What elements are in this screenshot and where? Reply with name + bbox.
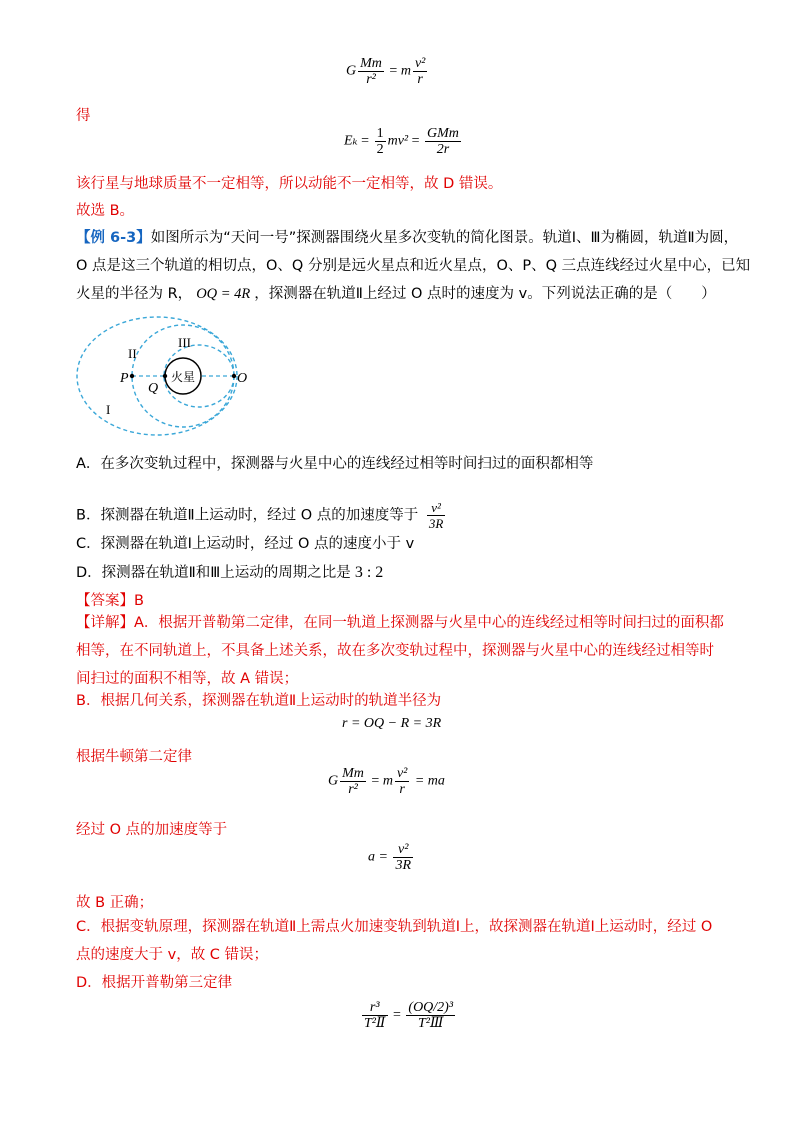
detail-c-paragraph: C．根据变轨原理，探测器在轨道Ⅱ上需点火加速变轨到轨道Ⅰ上，故探测器在轨道Ⅰ上运动时，经过 O 点的速度大于 v，故 C 错误； — [76, 919, 713, 963]
label-I: I — [106, 402, 111, 417]
eq-den: T²Ⅱ — [364, 1016, 386, 1031]
equation-gravity-top — [346, 56, 429, 87]
option-d — [76, 561, 383, 582]
eq-fraction — [375, 126, 386, 157]
label-P: P — [120, 371, 129, 386]
eq-fraction — [362, 1000, 388, 1031]
text-de: 得 — [76, 108, 91, 124]
eq-fraction — [340, 766, 366, 797]
eq-num: v² — [414, 56, 426, 71]
detail-d-text: D．根据开普勒第三定律 — [76, 975, 233, 991]
label-III: III — [178, 335, 191, 350]
eq-den: 3R — [395, 858, 412, 873]
eq-num: (OQ/2)³ — [408, 1000, 454, 1015]
example-text-1: 如图所示为“天问一号”探测器围绕火星多次变轨的简化图景。轨道Ⅰ、Ⅲ为椭圆，轨道Ⅱ为圆， — [150, 230, 739, 246]
detail-a-text: A．根据开普勒第二定律，在同一轨道上探测器与火星中心的连线经过相等时间扫过的面积都相等，在不同轨道上，不具备上述关系，故在多次变轨过程中，探测器与火星中心的连线经过相等时间扫过的面积不相等，故 A 错误； — [76, 615, 724, 687]
option-b-fraction — [427, 500, 445, 531]
eq-symbol: mv² — [387, 133, 409, 149]
text-d-wrong: 该行星与地球质量不一定相等，所以动能不一定相等，故 D 错误。 — [76, 176, 503, 192]
detail-accel: 经过 O 点的加速度等于 — [76, 822, 228, 838]
option-a: A．在多次变轨过程中，探测器与火星中心的连线经过相等时间扫过的面积都相等 — [76, 456, 594, 472]
detail-a-paragraph — [76, 609, 724, 693]
eq-symbol: a = — [368, 849, 388, 865]
eq-fraction — [393, 842, 413, 873]
point-Q — [163, 374, 167, 378]
option-b-text: B．探测器在轨道Ⅱ上运动时，经过 O 点的加速度等于 — [76, 507, 419, 524]
answer-label: 【答案】B — [76, 593, 144, 609]
eq-equals: = — [371, 773, 380, 789]
example-line-3 — [76, 282, 716, 303]
eq-symbol: m — [382, 773, 393, 789]
option-c: C．探测器在轨道Ⅰ上运动时，经过 O 点的速度小于 v — [76, 536, 415, 552]
eq-equals: = — [389, 63, 398, 79]
eq-den: r — [417, 72, 423, 87]
eq-fraction — [425, 126, 461, 157]
equation-acceleration — [368, 842, 415, 873]
example-line-2: O 点是这三个轨道的相切点，O、Q 分别是远火星点和近火星点，O、P、Q 三点连线经过火星中心，已知 — [76, 258, 751, 274]
label-O: O — [237, 371, 248, 386]
eq-den: 3R — [428, 516, 444, 531]
eq-num: Mm — [360, 56, 382, 71]
eq-symbol: G — [346, 63, 357, 79]
eq-fraction — [395, 766, 409, 797]
eq-symbol: Eₖ — [344, 133, 358, 149]
example-text-3b: ，探测器在轨道Ⅱ上经过 O 点时的速度为 v。下列说法正确的是（ ） — [254, 286, 716, 302]
eq-tail: = ma — [414, 773, 445, 789]
eq-num: GMm — [427, 126, 459, 141]
eq-symbol: m — [400, 63, 411, 79]
point-P — [130, 374, 134, 378]
eq-fraction — [406, 1000, 455, 1031]
orbit-diagram — [76, 314, 256, 446]
eq-den: r² — [366, 72, 376, 87]
eq-den: 2 — [376, 142, 384, 157]
example-eq-oq: OQ = 4R — [196, 286, 251, 302]
option-d-value: 3 : 2 — [354, 564, 384, 581]
eq-equals: = — [411, 133, 420, 149]
eq-symbol: G — [328, 773, 339, 789]
eq-equals: = — [361, 133, 370, 149]
option-d-text: D．探测器在轨道Ⅱ和Ⅲ上运动的周期之比是 — [76, 565, 351, 581]
equation-kinetic-energy — [344, 126, 463, 157]
example-tag: 【例 6-3】 — [76, 230, 151, 246]
detail-tag: 【详解】 — [76, 615, 134, 631]
point-O — [232, 374, 236, 378]
eq-den: 2r — [436, 142, 450, 157]
label-Q: Q — [148, 381, 159, 396]
equation-kepler-third — [360, 1000, 457, 1031]
eq-num: v² — [427, 500, 445, 516]
mars-label: 火星 — [170, 370, 196, 384]
eq-num: v² — [393, 842, 413, 858]
label-II: II — [128, 346, 137, 361]
equation-newton — [328, 766, 445, 797]
option-b — [76, 500, 447, 531]
eq-den: r² — [348, 782, 358, 797]
detail-b-correct: 故 B 正确； — [76, 895, 154, 911]
text-choose-b: 故选 B。 — [76, 203, 135, 219]
eq-fraction — [413, 56, 427, 87]
eq-den: T²Ⅲ — [417, 1016, 444, 1031]
eq-num: r³ — [362, 1000, 388, 1016]
detail-newton: 根据牛顿第二定律 — [76, 749, 192, 765]
eq-num: v² — [396, 766, 408, 781]
equation-radius: r = OQ − R = 3R — [342, 716, 442, 731]
eq-num: 1 — [376, 126, 384, 141]
eq-den: r — [399, 782, 405, 797]
eq-equals: = — [393, 1007, 401, 1023]
detail-b-text: B．根据几何关系，探测器在轨道Ⅱ上运动时的轨道半径为 — [76, 693, 442, 709]
example-text-3a: 火星的半径为 R， — [76, 286, 193, 302]
eq-fraction — [358, 56, 384, 87]
example-line-1 — [76, 226, 738, 247]
eq-num: Mm — [342, 766, 364, 781]
